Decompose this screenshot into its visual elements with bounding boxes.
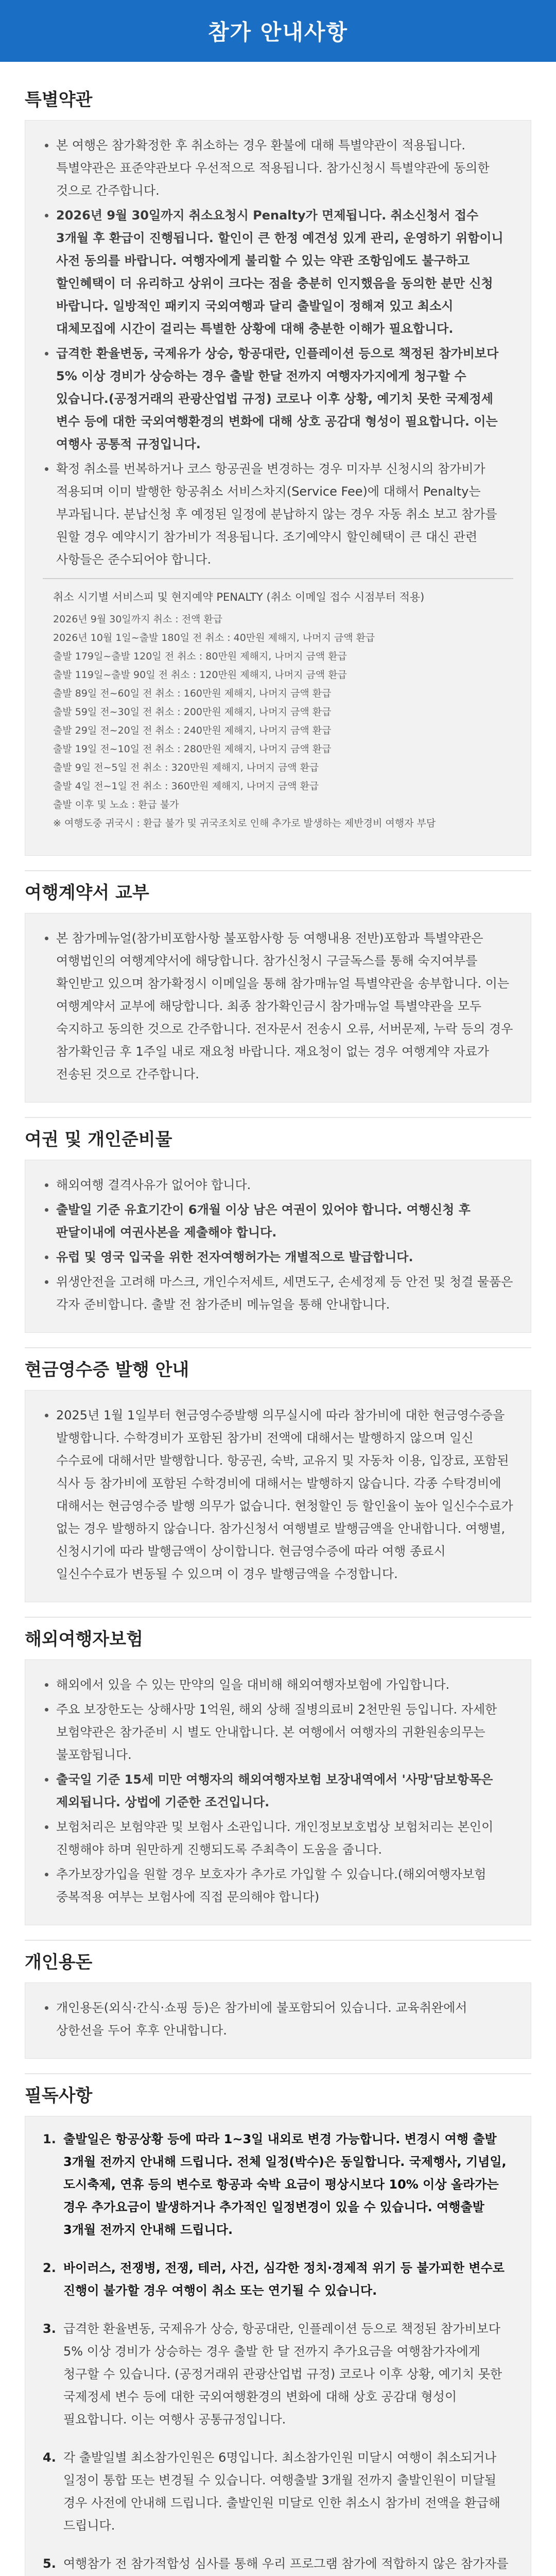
- penalty-row: 출발 이후 및 노쇼 : 환급 불가: [53, 799, 179, 810]
- section-special-terms: [25, 82, 531, 856]
- insurance-box: [25, 1659, 531, 1925]
- list-item: 본 참가메뉴얼(참가비포함사항 불포함사항 등 여행내용 전반)포함과 특별약관은 여행법인의 여행계약서에 해당합니다. 참가신청시 구글독스를 통해 숙지여부를 확인받고 있으며 참가확정시 이메일을 통해 참가매뉴얼 특별약관을 송부합니다. 이는 여행계약서 교부에 해당합니다. 최종 참가확인금시 참가매뉴얼 특별약관을 모두 숙지하고 동의한 것으로 간주합니다. 전자문서 전송시 오류, 서버문제, 누락 등의 경우 참가확인금 후 1주일 내로 재요청 바랍니다. 재요청이 없는 경우 여행계약 자료가 전송된 것으로 간주합니다.: [43, 927, 513, 1086]
- penalty-row: 2026년 10월 1일~출발 180일 전 취소 : 40만원 제해지, 나머지 금액 환급: [53, 632, 375, 643]
- list-item: 급격한 환율변동, 국제유가 상승, 항공대란, 인플레이션 등으로 책정된 참가비보다 5% 이상 경비가 상승하는 경우 출발 한달 전까지 여행자가지에게 청구할 수 있습니다.(공정거래의 관광산업법 규정) 코로나 이후 상황, 예기치 못한 국제정세 변수 등에 대한 국외여행환경의 변화에 대해 상호 공감대 형성이 필요합니다. 이는 여행사 공통적 규정입니다.: [43, 342, 513, 455]
- passport-box: [25, 1160, 531, 1333]
- penalty-row: 2026년 9월 30일까지 취소 : 전액 환급: [53, 614, 223, 625]
- section-title-contract: 여행계약서 교부: [25, 870, 531, 913]
- special-terms-list: [43, 134, 513, 571]
- section-title-passport: 여권 및 개인준비물: [25, 1117, 531, 1160]
- penalty-table: [43, 578, 513, 836]
- numbered-item: [43, 2317, 513, 2431]
- section-title-pocket-money: 개인용돈: [25, 1940, 531, 1982]
- item-number: 4.: [43, 2450, 56, 2465]
- must-read-box: [25, 2116, 531, 2576]
- item-number: 2.: [43, 2261, 56, 2275]
- list-item: 개인용돈(외식·간식·쇼핑 등)은 참가비에 불포함되어 있습니다. 교육취완에서 상한선을 두어 후후 안내합니다.: [43, 1996, 513, 2042]
- penalty-row: 출발 119일~출발 90일 전 취소 : 120만원 제해지, 나머지 금액 환급: [53, 669, 347, 681]
- penalty-row: 출발 19일 전~10일 전 취소 : 280만원 제해지, 나머지 금액 환급: [53, 743, 332, 755]
- list-item: 2026년 9월 30일까지 취소요청시 Penalty가 면제됩니다. 취소신청서 접수 3개월 후 환급이 진행됩니다. 할인이 큰 한정 예견성 있게 관리, 운영하기 위함이니 사전 동의를 바랍니다. 여행자에게 불리할 수 있는 약관 조항임에도 불구하고 할인혜택이 더 유리하고 상위이 크다는 점을 충분히 인지했음을 동의한 분만 신청 바랍니다. 일방적인 패키지 국외여행과 달리 출발일이 정해져 있고 최소시 대체모집에 시간이 걸리는 특별한 상황에 대해 충분한 이해가 필요합니다.: [43, 204, 513, 340]
- list-item: 주요 보장한도는 상해사망 1억원, 해외 상해 질병의료비 2천만원 등입니다. 자세한 보험약관은 참가준비 시 별도 안내합니다. 본 여행에서 여행자의 귀환원송의무는 불포함됩니다.: [43, 1698, 513, 1766]
- item-text: 여행참가 전 참가적합성 심사를 통해 우리 프로그램 참가에 적합하지 않은 참가자를: [63, 2556, 509, 2571]
- pocket-money-box: [25, 1982, 531, 2059]
- numbered-item: [43, 2552, 513, 2576]
- section-receipt: [25, 1347, 531, 1602]
- penalty-row: 출발 89일 전~60일 전 취소 : 160만원 제해지, 나머지 금액 환급: [53, 688, 332, 699]
- must-read-list: [43, 2128, 513, 2576]
- list-item: 추가보장가입을 원할 경우 보호자가 추가로 가입할 수 있습니다.(해외여행자보험 중복적용 여부는 보험사에 직접 문의해야 합니다): [43, 1863, 513, 1908]
- penalty-row: 출발 59일 전~30일 전 취소 : 200만원 제해지, 나머지 금액 환급: [53, 706, 332, 718]
- section-title-special-terms: 특별약관: [25, 90, 93, 110]
- item-number: 1.: [43, 2132, 56, 2146]
- list-item: 위생안전을 고려해 마스크, 개인수저세트, 세면도구, 손세정제 등 안전 및 청결 물품은 각자 준비합니다. 출발 전 참가준비 메뉴얼을 통해 안내합니다.: [43, 1270, 513, 1316]
- page-header: [0, 0, 556, 62]
- section-must-read: [25, 2073, 531, 2576]
- receipt-box: [25, 1390, 531, 1602]
- penalty-row: 출발 29일 전~20일 전 취소 : 240만원 제해지, 나머지 금액 환급: [53, 725, 332, 736]
- section-passport: [25, 1117, 531, 1333]
- passport-list: [43, 1174, 513, 1316]
- item-text: 바이러스, 전쟁병, 전쟁, 테러, 사건, 심각한 정치·경제적 위기 등 불가피한 변수로 진행이 불가할 경우 여행이 취소 또는 연기될 수 있습니다.: [63, 2261, 505, 2298]
- item-text: 급격한 환율변동, 국제유가 상승, 항공대란, 인플레이션 등으로 책정된 참가비보다 5% 이상 경비가 상승하는 경우 출발 한 달 전까지 추가요금을 여행참가자에게 청구할 수 있습니다. (공정거래위 관광산업법 규정) 코로나 이후 상황, 예기치 못한 국제정세 변수 등에 대한 국외여행환경의 변화에 대해 상호 공감대 형성이 필요합니다. 이는 여행사 공통규정입니다.: [63, 2321, 502, 2427]
- contract-list: [43, 927, 513, 1086]
- list-item: 유럽 및 영국 입국을 위한 전자여행허가는 개별적으로 발급합니다.: [43, 1246, 513, 1268]
- page-title: 참가 안내사항: [207, 20, 349, 45]
- list-item: 확정 취소를 번복하거나 코스 항공권을 변경하는 경우 미자부 신청시의 참가비가 적용되며 이미 발행한 항공취소 서비스차지(Service Fee)에 대해서 Penalty는 부과됩니다. 분납신청 후 예정된 일정에 분납하지 않는 경우 자동 취소 보고 참가를 원할 경우 예약시기 참가비가 적용됩니다. 조기예약시 할인혜택이 큰 대신 관련 사항들은 준수되어야 합니다.: [43, 457, 513, 571]
- item-text: 출발일은 항공상황 등에 따라 1~3일 내외로 변경 가능합니다. 변경시 여행 출발 3개월 전까지 안내해 드립니다. 전체 일정(박수)은 동일합니다. 국제행사, 기념일, 도시축제, 연휴 등의 변수로 항공과 숙박 요금이 평상시보다 10% 이상 올라가는 경우 추가요금이 발생하거나 추가적인 일정변경이 있을 수 있습니다. 여행출발 3개월 전까지 안내해 드립니다.: [63, 2132, 507, 2237]
- list-item: 해외에서 있을 수 있는 만약의 일을 대비해 해외여행자보험에 가입합니다.: [43, 1673, 513, 1696]
- penalty-row: 출발 9일 전~5일 전 취소 : 320만원 제해지, 나머지 금액 환급: [53, 762, 319, 773]
- section-title-receipt: 현금영수증 발행 안내: [25, 1347, 531, 1390]
- list-item: 출국일 기준 15세 미만 여행자의 해외여행자보험 보장내역에서 '사망'담보항목은 제외됩니다. 상법에 기준한 조건입니다.: [43, 1768, 513, 1814]
- special-terms-box: [25, 120, 531, 856]
- numbered-item: [43, 2128, 513, 2241]
- section-insurance: [25, 1617, 531, 1925]
- section-title-must-read: 필독사항: [25, 2073, 531, 2116]
- penalty-note: ※ 여행도중 귀국시 : 환급 불가 및 귀국조치로 인해 추가로 발생하는 제반경비 여행자 부담: [53, 818, 436, 829]
- list-item: 해외여행 결격사유가 없어야 합니다.: [43, 1174, 513, 1196]
- item-number: 3.: [43, 2321, 56, 2336]
- list-item: 2025년 1월 1일부터 현금영수증발행 의무실시에 따라 참가비에 대한 현금영수증을 발행합니다. 수학경비가 포함된 참가비 전액에 대해서는 발행하지 않으며 일신 수수료에 대해서만 발행합니다. 항공권, 숙박, 교유지 및 자동차 이용, 입장료, 포함된 식사 등 참가비에 포함된 수학경비에 대해서는 발행하지 않습니다. 각종 수탁경비에 대해서는 현금영수증 발행 의무가 없습니다. 현청할인 등 할인율이 높아 일신수수료가 없는 경우 발행하지 않습니다. 참가신청서 여행별로 발행금액을 안내합니다. 여행별, 신청시기에 따라 발행금액이 상이합니다. 현금영수증에 따라 여행 종료시 일신수수료가 변동될 수 있으며 이 경우 발행금액을 수정합니다.: [43, 1404, 513, 1585]
- section-pocket-money: [25, 1940, 531, 2059]
- section-title-insurance: 해외여행자보험: [25, 1617, 531, 1659]
- numbered-item: [43, 2257, 513, 2302]
- penalty-row: 출발 179일~출발 120일 전 취소 : 80만원 제해지, 나머지 금액 환급: [53, 651, 347, 662]
- pocket-money-list: [43, 1996, 513, 2042]
- list-item: 보험처리은 보험약관 및 보험사 소관입니다. 개인정보보호법상 보험처리는 본인이 진행해야 하며 원만하게 진행되도록 주최측이 도움을 줍니다.: [43, 1816, 513, 1861]
- penalty-row: 출발 4일 전~1일 전 취소 : 360만원 제해지, 나머지 금액 환급: [53, 781, 319, 792]
- receipt-list: [43, 1404, 513, 1585]
- penalty-title: 취소 시기별 서비스피 및 현지예약 PENALTY (취소 이메일 접수 시점부터 적용): [53, 591, 425, 603]
- item-text: 각 출발일별 최소참가인원은 6명입니다. 최소참가인원 미달시 여행이 취소되거나 일정이 통합 또는 변경될 수 있습니다. 여행출발 3개월 전까지 출발인원이 미달될 경우 사전에 안내해 드립니다. 출발인원 미달로 인한 취소시 참가비 전액을 환급해 드립니다.: [63, 2450, 500, 2533]
- numbered-item: [43, 2446, 513, 2537]
- list-item: 본 여행은 참가확정한 후 취소하는 경우 환불에 대해 특별약관이 적용됩니다. 특별약관은 표준약관보다 우선적으로 적용됩니다. 참가신청시 특별약관에 동의한 것으로 간주합니다.: [43, 134, 513, 202]
- list-item: 출발일 기준 유효기간이 6개월 이상 남은 여권이 있어야 합니다. 여행신청 후 판달이내에 여권사본을 제출해야 합니다.: [43, 1198, 513, 1244]
- section-contract: [25, 870, 531, 1103]
- item-number: 5.: [43, 2556, 56, 2571]
- insurance-list: [43, 1673, 513, 1908]
- content: [0, 62, 556, 2576]
- contract-box: [25, 913, 531, 1103]
